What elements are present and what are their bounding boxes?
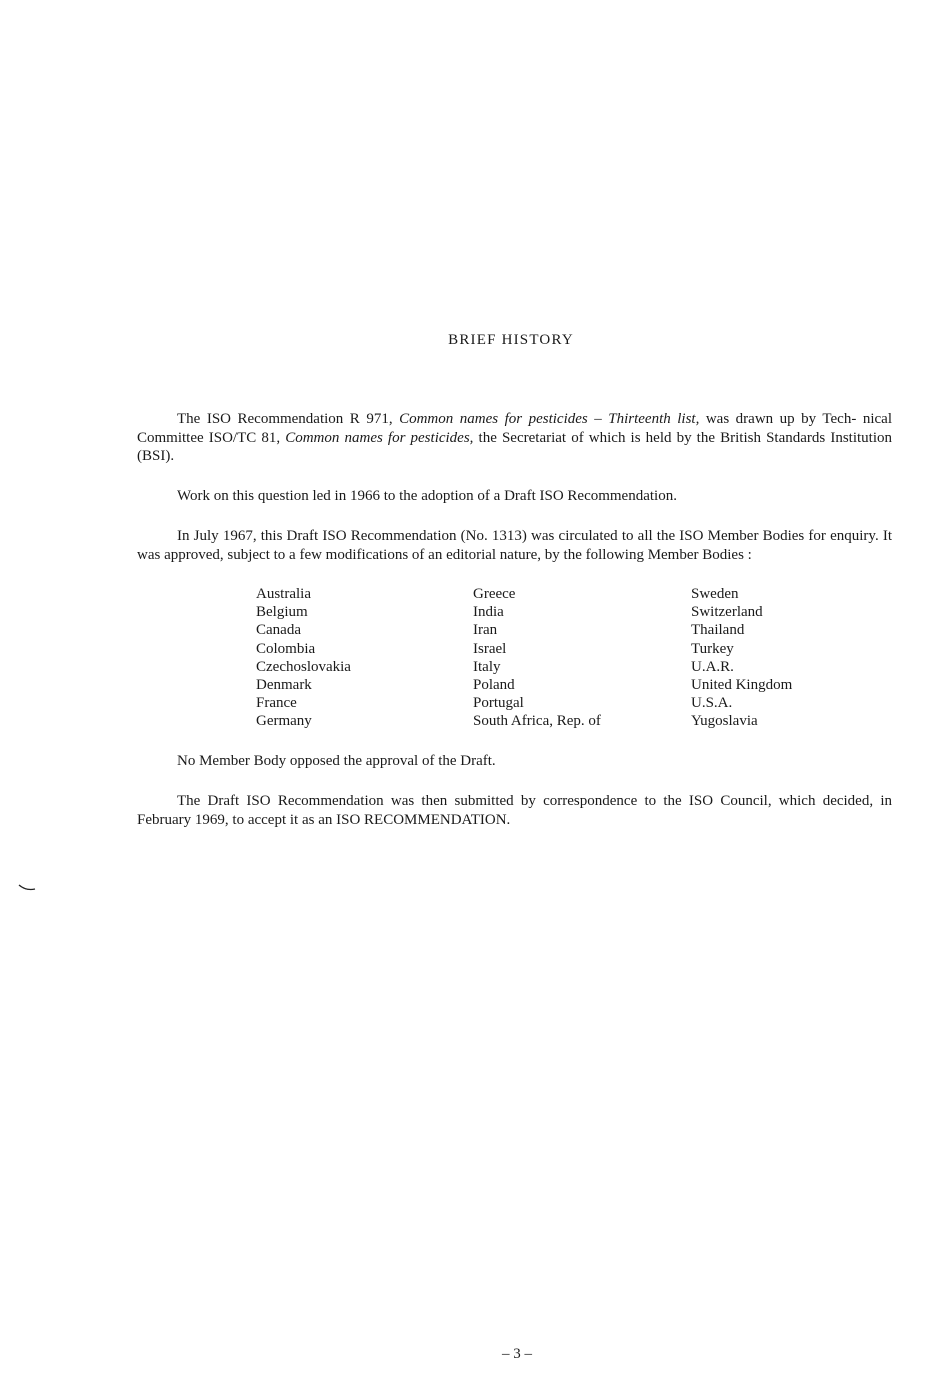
member-bodies-column-3 bbox=[691, 585, 792, 731]
member-body: Iran bbox=[473, 622, 498, 639]
member-body: Turkey bbox=[691, 640, 734, 657]
paragraph-origin-text-4: the Secretariat of which is held by the British bbox=[473, 429, 761, 446]
member-body: U.A.R. bbox=[691, 658, 734, 675]
paragraph-opposition: No Member Body opposed the approval of the Draft. bbox=[177, 753, 496, 769]
member-body: Poland bbox=[473, 676, 515, 693]
paragraph-acceptance-line-1: The Draft ISO Recommendation was then submitted by correspondence to the ISO Council, which decided, bbox=[177, 793, 874, 809]
member-body: Portugal bbox=[473, 695, 524, 712]
paragraph-origin bbox=[137, 410, 892, 466]
member-body: Australia bbox=[256, 586, 311, 602]
member-body: South Africa, Rep. of bbox=[473, 713, 601, 730]
member-body: Switzerland bbox=[691, 604, 763, 621]
member-body: U.S.A. bbox=[691, 695, 733, 712]
member-body: Thailand bbox=[691, 622, 745, 639]
member-body: Yugoslavia bbox=[691, 713, 758, 730]
paragraph-acceptance-line-2: in February 1969, to accept it as an ISO RECOMMENDATION. bbox=[137, 793, 892, 828]
paragraph-origin-title-1: Common names for pesticides – Thirteenth list, bbox=[399, 411, 700, 427]
member-body: Belgium bbox=[256, 604, 308, 621]
paragraph-origin-text-1: The ISO Recommendation R 971, bbox=[177, 411, 400, 427]
member-body: Sweden bbox=[691, 586, 739, 602]
paragraph-work: Work on this question led in 1966 to the adoption of a Draft ISO Recommendation. bbox=[177, 488, 677, 504]
member-body: India bbox=[473, 604, 504, 621]
member-body: Greece bbox=[473, 586, 516, 602]
member-body: Canada bbox=[256, 622, 301, 639]
page-title: BRIEF HISTORY bbox=[448, 332, 574, 348]
paragraph-origin-text-2: was drawn up by Tech- bbox=[699, 411, 857, 427]
paragraph-circulation-line-2: enquiry. It was approved, subject to a few modifications of an editorial nature, by the following Member Bodies : bbox=[137, 528, 893, 563]
page-number: – 3 – bbox=[502, 1346, 532, 1362]
member-bodies-column-1 bbox=[256, 585, 351, 731]
scan-mark-icon bbox=[18, 884, 36, 892]
paragraph-origin-title-2: Common names for pesticides, bbox=[285, 429, 474, 446]
paragraph-circulation-line-1: In July 1967, this Draft ISO Recommendation (No. 1313) was circulated to all the ISO Member Bodies for bbox=[177, 528, 826, 544]
member-body: France bbox=[256, 695, 297, 712]
member-body: Germany bbox=[256, 713, 312, 730]
member-body: Colombia bbox=[256, 640, 316, 657]
paragraph-origin-text-3: nical Committee ISO/TC 81, bbox=[137, 411, 893, 446]
paragraph-circulation bbox=[137, 527, 892, 564]
member-body: Czechoslovakia bbox=[256, 658, 351, 675]
paragraph-acceptance bbox=[137, 792, 892, 829]
member-body: Israel bbox=[473, 640, 507, 657]
member-body: Italy bbox=[473, 658, 501, 675]
member-body: United Kingdom bbox=[691, 676, 793, 693]
paragraph-origin-text-5: Standards Institution (BSI). bbox=[137, 429, 892, 464]
member-bodies-column-2 bbox=[473, 585, 601, 731]
member-body: Denmark bbox=[256, 676, 312, 693]
